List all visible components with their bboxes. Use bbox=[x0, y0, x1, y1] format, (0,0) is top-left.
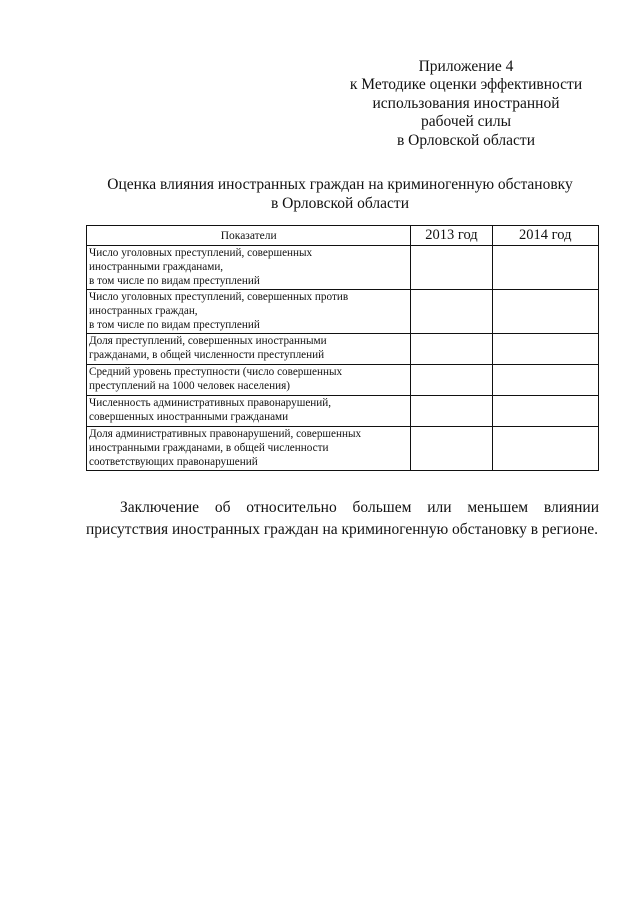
table-row bbox=[87, 396, 599, 427]
value-cell-2013 bbox=[411, 396, 492, 427]
indicator-cell: Доля преступлений, совершенных иностранными гражданами, в общей численности преступлений bbox=[87, 334, 411, 365]
value-cell-2013 bbox=[411, 427, 492, 471]
indicators-table bbox=[86, 225, 599, 471]
document-title bbox=[80, 175, 600, 213]
table-header-row bbox=[87, 226, 599, 246]
appendix-line: в Орловской области bbox=[396, 131, 535, 149]
value-cell-2014 bbox=[492, 365, 598, 396]
title-line-2: в Орловской области bbox=[270, 195, 409, 212]
appendix-line: к Методике оценки эффективности bbox=[349, 76, 583, 94]
table-row bbox=[87, 290, 599, 334]
value-cell-2013 bbox=[411, 365, 492, 396]
value-cell-2014 bbox=[492, 246, 598, 290]
table-row bbox=[87, 246, 599, 290]
header-indicators: Показатели bbox=[87, 226, 411, 246]
value-cell-2014 bbox=[492, 427, 598, 471]
conclusion-line-2: присутствия иностранных граждан на криминогенную обстановку в регионе. bbox=[86, 521, 598, 538]
appendix-line: использования иностранной bbox=[372, 94, 560, 112]
conclusion-paragraph bbox=[86, 497, 599, 541]
value-cell-2013 bbox=[411, 246, 492, 290]
header-year-2014: 2014 год bbox=[492, 226, 598, 246]
value-cell-2014 bbox=[492, 334, 598, 365]
indicator-cell: Средний уровень преступности (число совершенных преступлений на 1000 человек населения) bbox=[87, 365, 411, 396]
indicator-cell: Число уголовных преступлений, совершенных против иностранных граждан, в том числе по видам преступлений bbox=[87, 290, 411, 334]
table-row bbox=[87, 427, 599, 471]
value-cell-2014 bbox=[492, 290, 598, 334]
value-cell-2013 bbox=[411, 334, 492, 365]
indicator-cell: Число уголовных преступлений, совершенных иностранными гражданами, в том числе по видам преступлений bbox=[87, 246, 411, 290]
table-row bbox=[87, 334, 599, 365]
value-cell-2013 bbox=[411, 290, 492, 334]
indicator-cell: Доля административных правонарушений, совершенных иностранными гражданами, в общей численности соответствующих правонарушений bbox=[87, 427, 411, 471]
appendix-line: рабочей силы bbox=[420, 113, 512, 131]
header-year-2013: 2013 год bbox=[411, 226, 492, 246]
appendix-heading bbox=[330, 58, 602, 150]
title-line-1: Оценка влияния иностранных граждан на криминогенную обстановку bbox=[107, 176, 573, 193]
value-cell-2014 bbox=[492, 396, 598, 427]
indicator-cell: Численность административных правонарушений, совершенных иностранными гражданами bbox=[87, 396, 411, 427]
table-row bbox=[87, 365, 599, 396]
appendix-line: Приложение 4 bbox=[418, 58, 514, 75]
conclusion-line-1: Заключение об относительно большем или меньшем влиянии bbox=[120, 499, 599, 516]
